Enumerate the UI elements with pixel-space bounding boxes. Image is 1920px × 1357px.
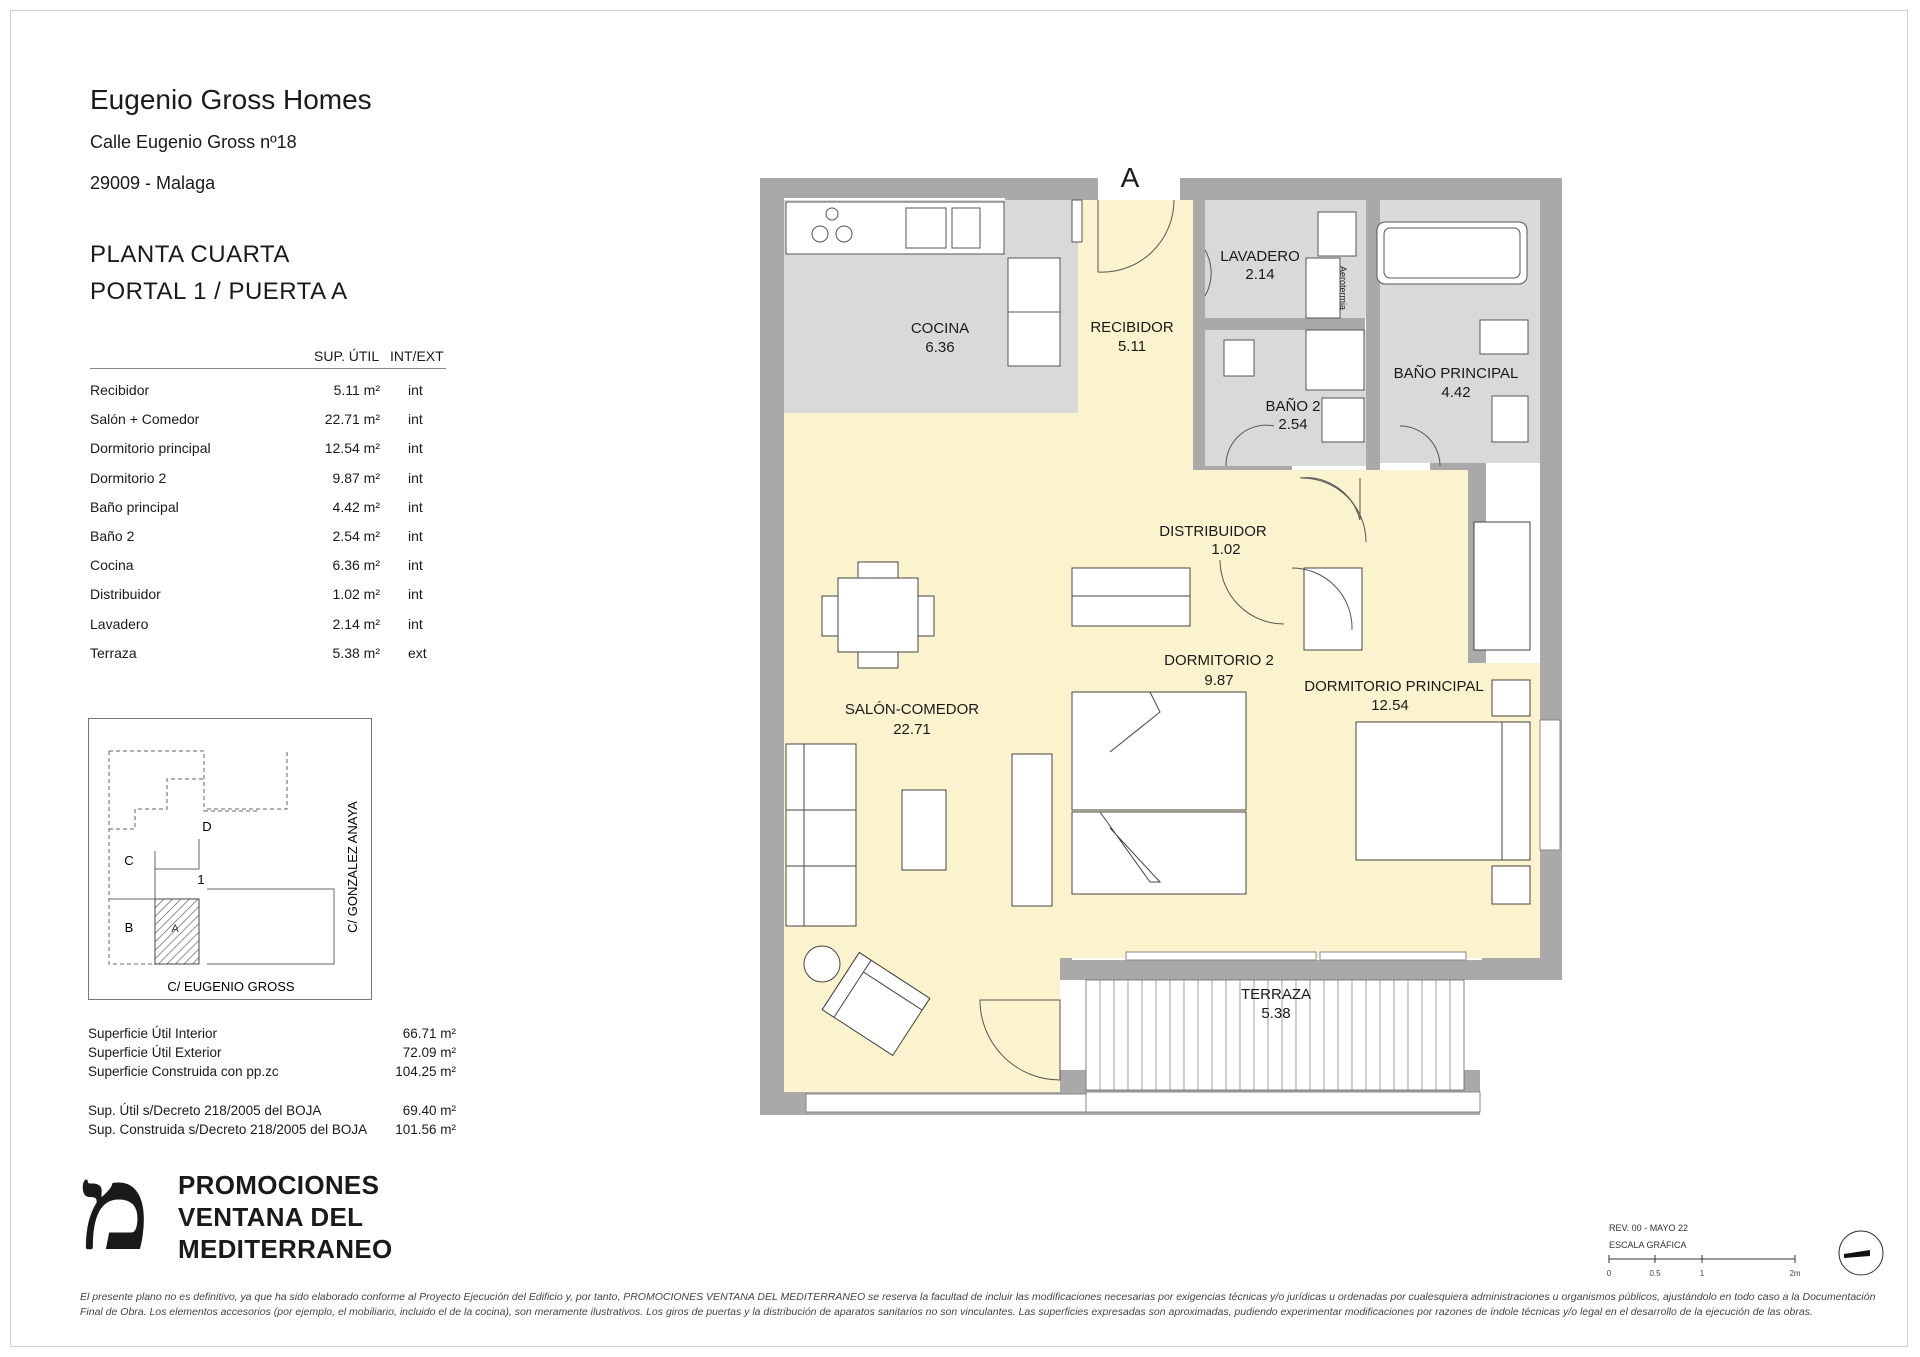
street-right-label: C/ GONZALEZ ANAYA — [345, 801, 360, 933]
aerotermia-label: Aerotermia — [1338, 265, 1348, 311]
room-area: 9.87 m² — [332, 469, 380, 486]
room-type: int — [408, 411, 423, 428]
room-name: Lavadero — [90, 615, 149, 632]
room-area: 1.02 m² — [332, 586, 380, 603]
project-title: Eugenio Gross Homes — [90, 84, 372, 115]
unit-letter: A — [1120, 162, 1140, 193]
room-bano2-name: BAÑO 2 — [1265, 398, 1321, 415]
room-distribuidor-area: 1.02 — [1211, 541, 1241, 558]
logo-line-2: VENTANA DEL — [178, 1202, 364, 1232]
scale-tick-2m: 2m — [1789, 1269, 1801, 1278]
room-area: 2.54 m² — [332, 528, 380, 544]
key-label-b: B — [124, 920, 134, 935]
room-area: 22.71 m² — [324, 411, 380, 428]
room-recibidor-name: RECIBIDOR — [1090, 319, 1174, 336]
room-name: Salón + Comedor — [90, 411, 200, 428]
room-recibidor-area: 5.11 — [1117, 338, 1147, 355]
room-lavadero-area: 2.14 — [1245, 266, 1275, 283]
mem-letter-icon: מ — [80, 1138, 150, 1277]
room-name: Recibidor — [90, 382, 150, 398]
surface-value: 104.25 m² — [395, 1064, 456, 1079]
room-cocina-name: COCINA — [910, 320, 970, 337]
room-bano-principal-name: BAÑO PRINCIPAL — [1393, 365, 1519, 382]
surface-label: Superficie Construida con pp.zc — [88, 1064, 279, 1079]
room-salon-area: 22.71 — [893, 721, 931, 738]
surface-value: 69.40 m² — [402, 1103, 456, 1118]
room-terraza-name: TERRAZA — [1240, 986, 1312, 1003]
legal-disclaimer: El presente plano no es definitivo, ya que ha sido elaborado conforme al Proyecto Ejecución del Edificio y, por tanto, PROMOCIONES VENTANA DEL MEDITERRANEO se reserva la facultad de incluir las modificaciones necesarias por exigencias técnicas y/o jurídicas u ordenadas por cualesquiera administraciones u organismos públicos, ajustándolo en todo caso a la Documentación Final de Obra. Los elementos accesorios (por ejemplo, el mobiliario, incluido el de la cocina), son meramente ilustrativos. Los giros de puertas y la distribución de aparatos sanitarios no son vinculantes. Las superficies expresadas son aproximadas, pudiendo experimentar modificaciones por razones de índole técnicas y/o legal en el desarrollo de la ejecución de las obras. — [80, 1291, 1876, 1318]
key-label-1: 1 — [197, 872, 205, 887]
room-name: Terraza — [90, 644, 137, 661]
logo-line-1: PROMOCIONES — [178, 1170, 380, 1200]
room-name: Baño principal — [90, 498, 179, 515]
key-label-a: A — [171, 923, 179, 935]
room-type: int — [408, 557, 423, 574]
room-name: Cocina — [90, 557, 134, 574]
portal-title: PORTAL 1 / PUERTA A — [90, 278, 348, 305]
room-cocina-area: 6.36 — [925, 339, 955, 356]
room-type: int — [408, 615, 423, 632]
logo-line-3: MEDITERRANEO — [178, 1234, 393, 1264]
room-salon-name: SALÓN-COMEDOR — [844, 701, 980, 718]
room-area: 2.14 m² — [332, 615, 380, 632]
col-sup-util: SUP. ÚTIL — [314, 348, 380, 364]
surface-label: Superficie Útil Exterior — [88, 1045, 222, 1060]
room-area: 4.42 m² — [332, 498, 380, 515]
room-name: Dormitorio 2 — [90, 469, 167, 486]
surface-label: Sup. Útil s/Decreto 218/2005 del BOJA — [88, 1103, 322, 1118]
room-distribuidor-name: DISTRIBUIDOR — [1159, 523, 1267, 540]
floor-title: PLANTA CUARTA — [90, 241, 290, 268]
room-type: int — [408, 528, 423, 544]
room-type: int — [408, 469, 423, 486]
room-type: ext — [408, 644, 427, 661]
room-bano-principal-area: 4.42 — [1441, 384, 1471, 401]
surface-value: 66.71 m² — [402, 1026, 456, 1041]
room-area: 12.54 m² — [324, 440, 380, 457]
room-area: 6.36 m² — [332, 557, 380, 574]
room-type: int — [408, 440, 423, 457]
key-label-c: C — [124, 853, 134, 868]
surface-value: 101.56 m² — [395, 1122, 456, 1137]
address-line-1: Calle Eugenio Gross nº18 — [90, 132, 297, 152]
key-label-d: D — [202, 819, 212, 834]
room-name: Baño 2 — [90, 528, 135, 544]
room-terraza-area: 5.38 — [1261, 1005, 1291, 1022]
room-name: Dormitorio principal — [90, 440, 211, 457]
scale-label: ESCALA GRÁFICA — [1609, 1240, 1687, 1250]
room-type: int — [408, 382, 423, 398]
scale-tick-1: 1 — [1699, 1269, 1705, 1278]
revision-label: REV. 00 - MAYO 22 — [1609, 1223, 1689, 1233]
street-bottom-label: C/ EUGENIO GROSS — [167, 979, 295, 994]
room-dormitorio-principal-area: 12.54 — [1371, 697, 1409, 714]
address-line-2: 29009 - Malaga — [90, 173, 216, 193]
room-area: 5.11 m² — [333, 382, 380, 398]
surface-label: Superficie Útil Interior — [88, 1026, 218, 1041]
room-bano2-area: 2.54 — [1278, 416, 1308, 433]
surface-value: 72.09 m² — [402, 1045, 456, 1060]
room-area: 5.38 m² — [332, 644, 380, 661]
scale-tick-05: 0.5 — [1649, 1269, 1661, 1278]
room-dormitorio-principal-name: DORMITORIO PRINCIPAL — [1304, 678, 1484, 695]
room-type: int — [408, 498, 423, 515]
scale-tick-0: 0 — [1606, 1269, 1612, 1278]
room-dormitorio2-name: DORMITORIO 2 — [1164, 652, 1274, 669]
room-name: Distribuidor — [90, 586, 161, 603]
surface-label: Sup. Construida s/Decreto 218/2005 del BOJA — [88, 1122, 368, 1137]
room-dormitorio2-area: 9.87 — [1204, 672, 1234, 689]
col-int-ext: INT/EXT — [390, 348, 444, 364]
room-lavadero-name: LAVADERO — [1220, 248, 1300, 265]
room-type: int — [408, 586, 423, 603]
